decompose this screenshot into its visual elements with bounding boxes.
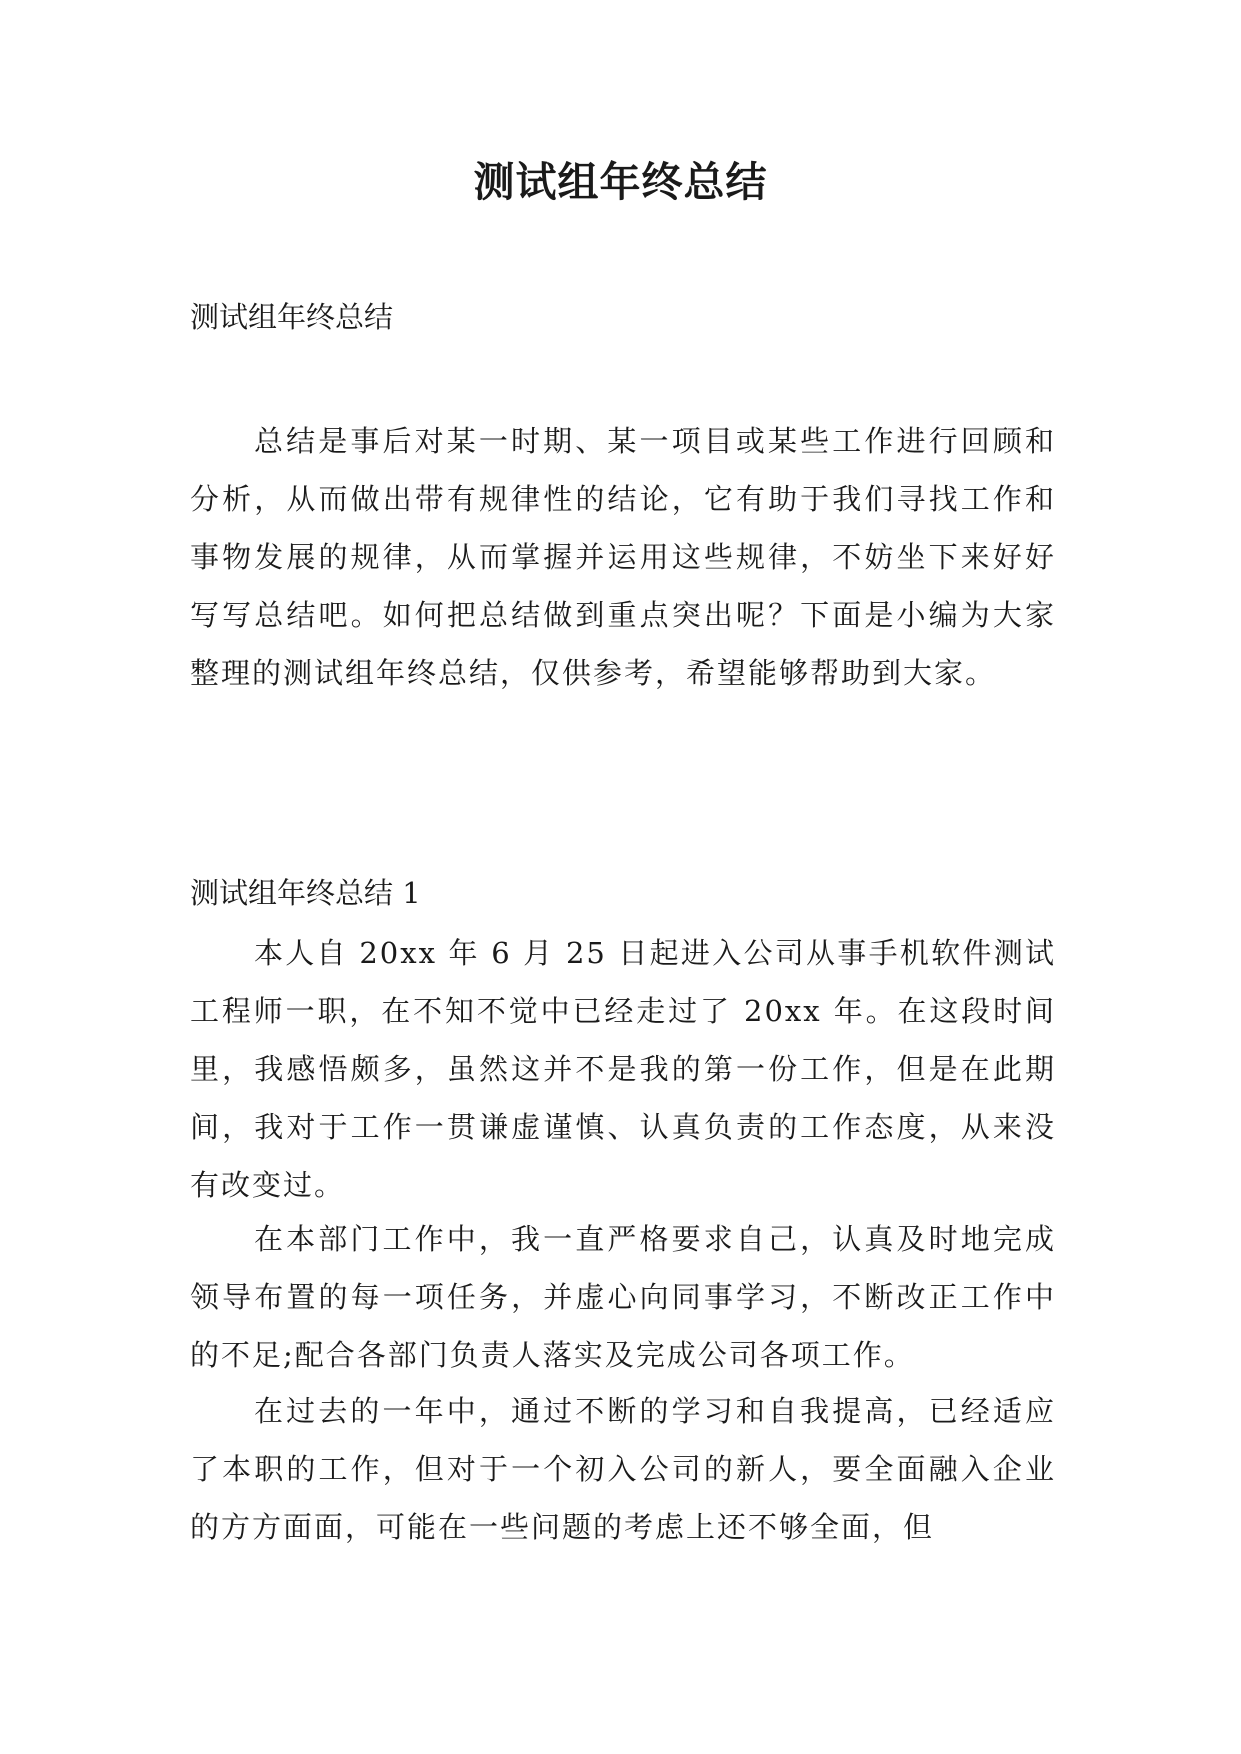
document-subtitle: 测试组年终总结	[190, 300, 394, 334]
body-paragraph-1: 本人自 20xx 年 6 月 25 日起进入公司从事手机软件测试工程师一职，在不知不觉中已经走过了 20xx 年。在这段时间里，我感悟颇多，虽然这并不是我的第一份工作，但是在此期间，我对于工作一贯谦虚谨慎、认真负责的工作态度，从来没有改变过。	[190, 936, 1056, 1202]
section-heading: 测试组年终总结 1	[190, 876, 421, 910]
intro-paragraph: 总结是事后对某一时期、某一项目或某些工作进行回顾和分析，从而做出带有规律性的结论，它有助于我们寻找工作和事物发展的规律，从而掌握并运用这些规律，不妨坐下来好好写写总结吧。如何把总结做到重点突出呢？下面是小编为大家整理的测试组年终总结，仅供参考，希望能够帮助到大家。	[190, 424, 1056, 690]
body-paragraph-3: 在过去的一年中，通过不断的学习和自我提高，已经适应了本职的工作，但对于一个初入公司的新人，要全面融入企业的方方面面，可能在一些问题的考虑上还不够全面，但	[190, 1394, 1056, 1544]
body-paragraph-2: 在本部门工作中，我一直严格要求自己，认真及时地完成领导布置的每一项任务，并虚心向同事学习，不断改正工作中的不足;配合各部门负责人落实及完成公司各项工作。	[190, 1222, 1056, 1372]
document-title: 测试组年终总结	[473, 158, 768, 206]
